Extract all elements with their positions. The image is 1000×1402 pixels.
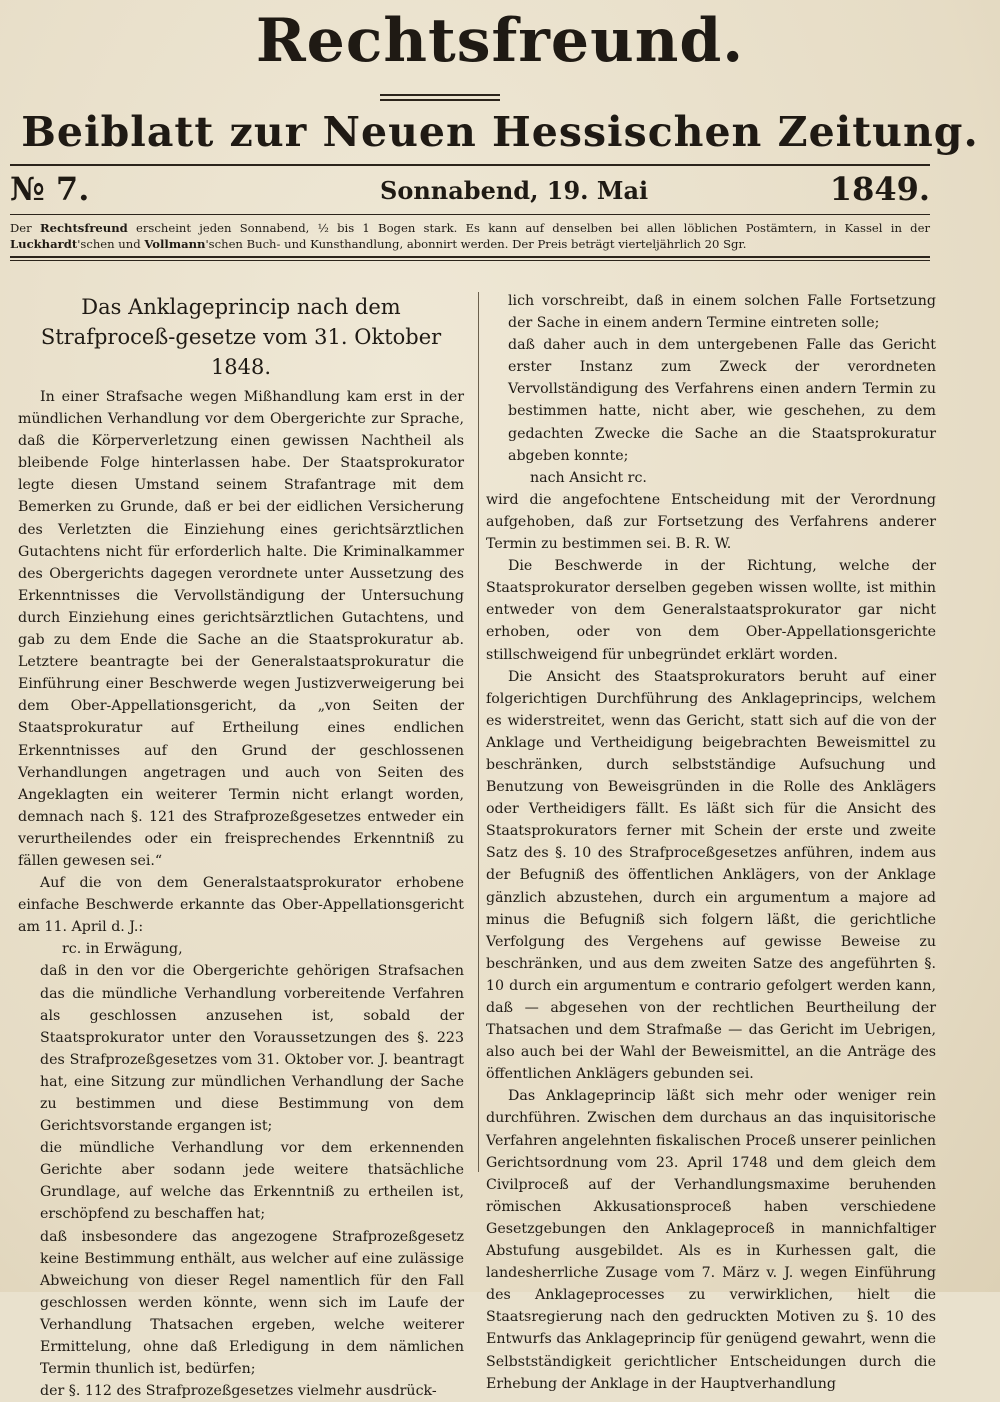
masthead-divider-2 — [380, 99, 500, 101]
notice-text-2: erscheint jeden Sonnabend, ½ bis 1 Bogen stark. Es kann auf denselben bei allen löblichen Postämtern, in Kassel in der — [127, 221, 930, 235]
header-rule-mid — [10, 214, 930, 215]
paragraph: lich vorschreibt, daß in einem solchen Falle Fortsetzung der Sache in einem andern Termine eintreten solle; — [508, 293, 936, 332]
masthead-divider — [380, 94, 500, 96]
paragraph: wird die angefochtene Entscheidung mit der Verordnung aufgehoben, daß zur Fortsetzung des Verfahrens anderer Termin zu bestimmen sei. B. R. W. — [486, 491, 936, 553]
issue-number: № 7. — [10, 170, 90, 208]
header-rule-bottom-2 — [10, 260, 930, 261]
paragraph: rc. in Erwägung, — [62, 941, 183, 958]
subscription-notice — [10, 220, 930, 252]
paragraph: die mündliche Verhandlung vor dem erkennenden Gerichte aber sodann jede weitere thatsächliche Grundlage, auf welche das Erkenntniß zu ertheilen ist, erschöpfend zu beschaffen hat; — [40, 1140, 464, 1223]
paragraph: Die Ansicht des Staatsprokurators beruht auf einer folgerichtigen Durchführung des Anklageprincips, welchem es widerstreitet, wenn das Gericht, statt sich auf die von der Anklage und Vertheidigung beigebrachten Beweismittel zu beschränken, durch selbstständige Aufsuchung und Benutzung von Beweisgründen in die Rolle des Anklägers oder Vertheidigers fällt. Es läßt sich für die Ansicht des Staatsprokurators ferner mit Schein der erste und zweite Satz des §. 10 des Strafproceßgesetzes anführen, indem aus der Befugniß des öffentlichen Anklägers, von der Anklage gänzlich abzustehen, durch ein argumentum a majore ad minus die Befugniß sich folgern läßt, die gerichtliche Verfolgung des Vergehens auf gewisse Beweise zu beschränken, und aus dem zweiten Satze des angeführten §. 10 durch ein argumentum e contrario gefolgert werden kann, daß — abgesehen von der rechtlichen Beurtheilung der Thatsachen und dem Strafmaße — das Gericht im Uebrigen, also auch bei der Wahl der Beweismittel, an die Anträge des öffentlichen Anklägers gebunden sei. — [486, 668, 936, 1083]
paragraph: daß daher auch in dem untergebenen Falle das Gericht erster Instanz zum Zweck der verordneten Vervollständigung des Verfahrens einen andern Termin zu bestimmen hatte, nicht aber, wie geschehen, zu dem gedachten Zwecke die Sache an die Staatsprokuratur abgeben konnte; — [508, 337, 936, 464]
notice-text-3: 'schen und — [77, 237, 145, 251]
article-column-right — [486, 290, 936, 1395]
masthead-subtitle: Beiblatt zur Neuen Hessischen Zeitung. — [21, 108, 979, 156]
paragraph: In einer Strafsache wegen Mißhandlung kam erst in der mündlichen Verhandlung vor dem Obergerichte zur Sprache, daß die Körperverletzung einen gewissen Nachtheil als bleibende Folge hinterlassen habe. Der Staatsprokurator legte diesen Umstand seinem Strafantrage mit dem Bemerken zu Grunde, daß er bei der eidlichen Versicherung des Verletzten die Einziehung eines gerichtsärztlichen Gutachtens nicht für erforderlich halte. Die Kriminalkammer des Obergerichts dagegen verordnete unter Aussetzung des Erkenntnisses die Vervollständigung der Untersuchung durch Einziehung eines gerichtsärztlichen Gutachtens, und gab zu dem Ende die Sache an die Staatsprokuratur ab. Letztere beantragte bei der Generalstaatsprokuratur die Einführung einer Beschwerde wegen Justizverweigerung bei dem Ober-Appellationsgericht, da „von Seiten der Staatsprokuratur auf Ertheilung eines endlichen Erkenntnisses auf den Grund der geschlossenen Verhandlungen angetragen und auch von Seiten des Angeklagten ein weiterer Termin nicht erlangt worden, demnach nach §. 121 des Strafprozeßgesetzes entweder ein verurtheilendes oder ein freisprechendes Erkenntniß zu fällen gewesen sei.“ — [18, 389, 464, 869]
paragraph: Auf die von dem Generalstaatsprokurator erhobene einfache Beschwerde erkannte das Ober-Appellationsgericht am 11. April d. J.: — [18, 875, 464, 936]
issue-date: Sonnabend, 19. Mai — [380, 176, 649, 205]
paragraph: der §. 112 des Strafprozeßgesetzes vielmehr ausdrück- — [40, 1383, 437, 1400]
paragraph: daß in den vor die Obergerichte gehörigen Strafsachen das die mündliche Verhandlung vorbereitende Verfahren als geschlossen anzusehen ist, sobald der Staatsprokurator unter den Voraussetzungen des §. 223 des Strafprozeßgesetzes vom 31. Oktober vor. J. beantragt hat, eine Sitzung zur mündlichen Verhandlung der Sache zu bestimmen und diese Bestimmung von dem Gerichtsvorstande ergangen ist; — [40, 963, 464, 1135]
article-title: Das Anklageprincip nach dem Strafproceß-gesetze vom 31. Oktober 1848. — [40, 295, 442, 379]
paragraph: nach Ansicht rc. — [530, 469, 647, 486]
paragraph: Das Anklageprincip läßt sich mehr oder weniger rein durchführen. Zwischen dem durchaus an das inquisitorische Verfahren angelehnten fiskalischen Proceß unserer peinlichen Gerichtsordnung vom 23. April 1748 und dem gleich dem Civilproceß auf der Verhandlungsmaxime beruhenden römischen Akkusationsproceß haben verschiedene Gesetzgebungen den Anklageproceß in mannichfaltiger Abstufung ausgebildet. Als es in Kurhessen galt, die landesherrliche Zusage vom 7. März v. J. wegen Einführung des Anklageprocesses zu verwirklichen, hielt die Staatsregierung nach den gedruckten Motiven zu §. 10 des Entwurfs das Anklageprincip für genügend gewahrt, wenn die Selbstständigkeit gerichtlicher Entscheidungen durch die Erhebung der Anklage in der Hauptverhandlung — [486, 1088, 936, 1392]
issue-year: 1849. — [829, 170, 930, 208]
header-rule-top — [10, 164, 930, 166]
header-rule-bottom — [10, 256, 930, 258]
paragraph: Die Beschwerde in der Richtung, welche der Staatsprokurator derselben gegeben wissen wollte, ist mithin entweder von dem Generalstaatsprokurator gar nicht erhoben, oder von dem Ober-Appellationsgerichte stillschweigend für unbegründet erklärt worden. — [486, 558, 936, 663]
notice-text-1: Der — [10, 221, 40, 235]
issue-line — [10, 170, 930, 214]
column-divider — [478, 292, 479, 1172]
masthead-title: Rechtsfreund. — [255, 6, 745, 76]
notice-name-luckhardt: Luckhardt — [10, 237, 78, 251]
paragraph: daß insbesondere das angezogene Strafprozeßgesetz keine Bestimmung enthält, aus welcher auf eine zulässige Abweichung von dieser Regel namentlich für den Fall geschlossen werden könnte, wenn sich im Laufe der Verhandlung Thatsachen ergeben, welche weiterer Ermittelung, ohne daß Erledigung in dem nämlichen Termin thunlich ist, bedürfen; — [40, 1228, 464, 1378]
notice-text-4: 'schen Buch- und Kunsthandlung, abonnirt werden. Der Preis beträgt vierteljährlich 20 Sgr. — [205, 237, 747, 251]
notice-name-vollmann: Vollmann — [144, 237, 206, 251]
notice-name-rechtsfreund: Rechtsfreund — [39, 221, 128, 235]
article-column-left — [18, 290, 464, 1402]
